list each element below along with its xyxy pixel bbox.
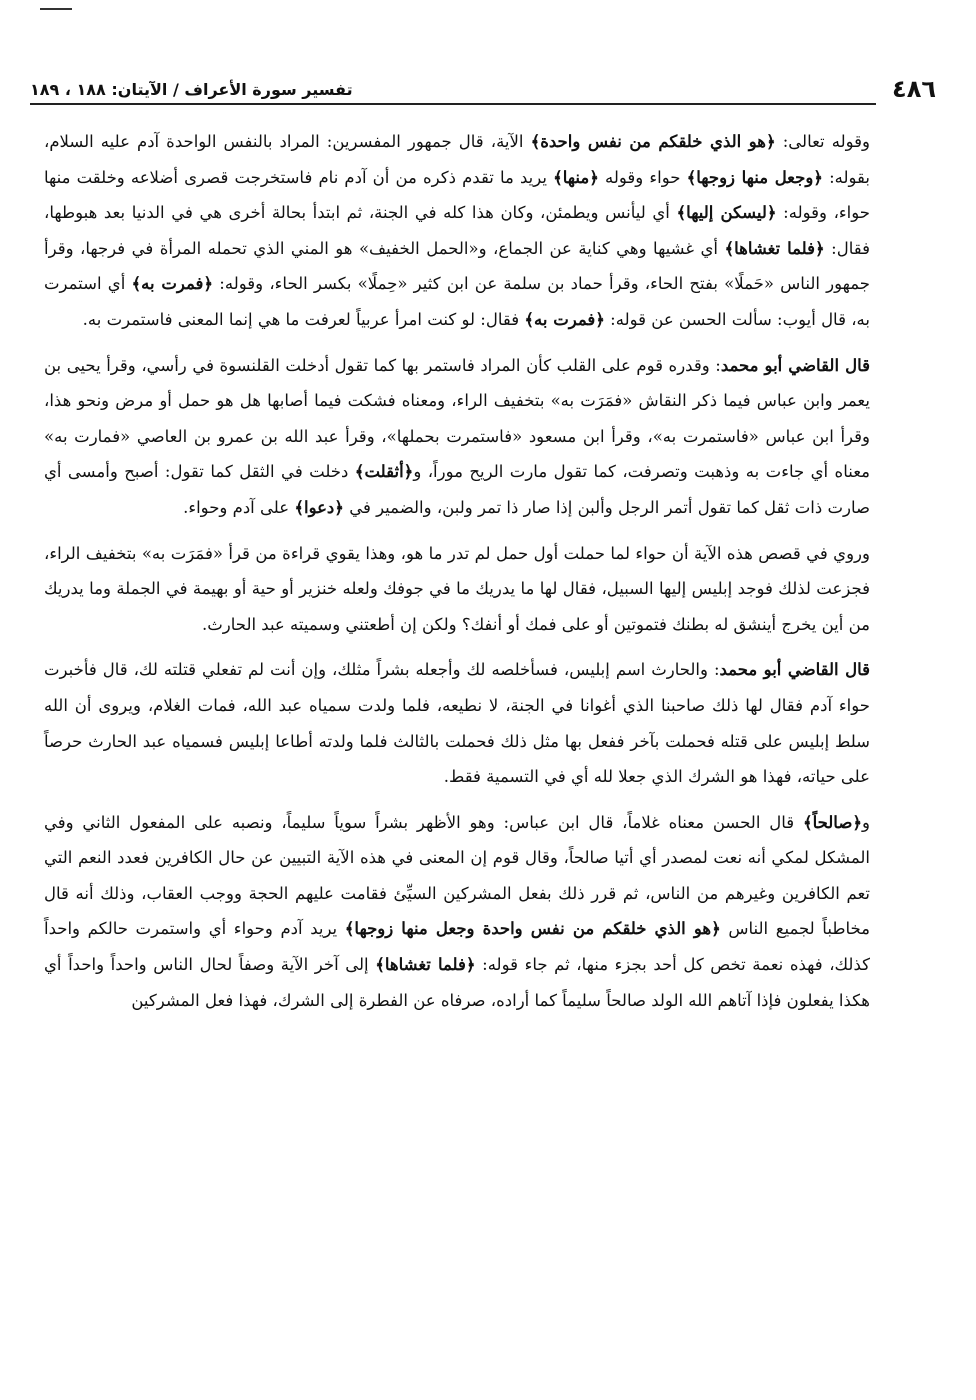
text-run: : وقدره قوم على القلب كأن المراد فاستمر بها كما تقول أدخلت القلنسوة في رأسي، وقرأ يحيى بن يعمر وابن عباس فيما ذكر النقاش «فمَرَت به» بتخفيف الراء، ومعناه فشكت فيما أصابها هل هو حمل أو مرض ونحو هذا، وقرأ ابن عباس «فاستمرت به»، وقرأ ابن مسعود «فاستمرت بحملها»، وقرأ عبد الله بن عمرو بن العاصي «فمارت به» معناه أي جاءت به وذهبت وتصرفت، كما تقول مارت الريح موراً، و <box>44 355 871 482</box>
text-run: و <box>862 812 870 832</box>
body-text <box>44 124 870 1340</box>
quran-quote: ﴿هو الذي خلقكم من نفس واحدة﴾ <box>530 132 776 151</box>
speaker-label: قال القاضي أبو محمد <box>720 355 870 375</box>
text-run: الآية، قال جمهور المفسرين: المراد بالنفس الواحدة آدم عليه السلام، بقوله: <box>44 132 870 187</box>
quran-quote: ﴿وجعل منها زوجها﴾ <box>686 167 823 187</box>
quran-quote: ﴿فمرت به﴾ <box>131 274 214 294</box>
speaker-label: قال القاضي أبو محمد <box>719 660 870 680</box>
quran-quote: ﴿هو الذي خلقكم من نفس واحدة وجعل منها زوجها﴾ <box>344 919 721 939</box>
paragraph <box>44 536 870 643</box>
page-number: ٤٨٦ <box>892 75 936 103</box>
scan-mark <box>40 8 72 10</box>
text-run: على آدم وحواء. <box>183 497 295 517</box>
paragraph <box>44 805 870 1019</box>
text-run: يريد ما تقدم ذكره من أن آدم نام فاستخرجت قصرى أضلاعه وخلقت منها حواء، وقوله: <box>44 167 870 223</box>
quran-quote: ﴿دعوا﴾ <box>294 497 344 517</box>
header-rule <box>30 103 876 105</box>
text-run: قال الحسن معناه غلاماً، قال ابن عباس: وهو الأظهر بشراً سوياً سليماً، ونصبه على المفعول الثاني وفي المشكل لمكي أنه نعت لمصدر أي أتيا صالحاً، وقال قوم إن المعنى في هذه الآية التبيين عن حال الكافرين فعدد النعم التي تعم الكافرين وغيرهم من الناس، ثم قرر ذلك بفعل المشركين السيِّئ فقامت عليهم الحجة ووجب العقاب، وذلك أنه قال مخاطباً لجميع الناس <box>44 812 870 939</box>
text-run: أي غشيها وهي كناية عن الجماع، و«الحمل الخفيف» هو المني الذي تحمله المرأة في فرجها، وقرأ جمهور الناس «حَملًا» بفتح الحاء، وقرأ حماد بن سلمة عن ابن كثير «حِملًا» بكسر الحاء، وقوله: <box>44 238 870 294</box>
paragraph <box>44 124 870 338</box>
text-run: أي ليأنس ويطمئن، وكان هذا كله في الجنة، ثم ابتدأ بحالة أخرى هي في الدنيا بعد هبوطها، فقال: <box>44 203 870 258</box>
quran-quote: ﴿فلما تغشاها﴾ <box>724 238 825 258</box>
text-run: حواء وقوله <box>598 167 687 187</box>
page-header <box>30 74 936 104</box>
text-run: إلى آخر الآية وصفاً لحال الناس واحداً واحداً أي هكذا يفعلون فإذا آتاهم الله الولد صالحاً سليماً كما أراده، صرفاه عن الفطرة إلى الشرك، فهذا فعل المشركين <box>44 955 870 1010</box>
quran-quote: ﴿فلما تغشاها﴾ <box>375 955 476 975</box>
quran-quote: ﴿منها﴾ <box>553 167 599 187</box>
quran-quote: ﴿فمرت به﴾ <box>524 309 605 329</box>
text-run: وروي في قصص هذه الآية أن حواء لما حملت أول حمل لم تدر ما هو، وهذا يقوي قراءة من قرأ «فمَرَت به» بتخفيف الراء، فجزعت لذلك فوجد إبليس إليها السبيل، فقال لها ما يدريك ما في جوفك ولعله خنزير أو حية أو بهيمة في الجملة وما يدريك من أين يخرج أينشق له بطنك فتموتين أو على فمك أو أنفك؟ ولكن إن أطعتني وسميته عبد الحارث. <box>44 543 870 634</box>
quran-quote: ﴿أثقلت﴾ <box>354 462 414 482</box>
quran-quote: ﴿ليسكن إليها﴾ <box>676 203 777 223</box>
text-run: أي استمرت به، قال أيوب: سألت الحسن عن قوله: <box>44 274 870 329</box>
running-head: تفسير سورة الأعراف / الآيتان: ١٨٨ ، ١٨٩ <box>30 79 353 99</box>
quran-quote: ﴿صالحاً﴾ <box>802 812 863 832</box>
paragraph <box>44 652 870 794</box>
text-run: : والحارث اسم إبليس، فسأخلصه لك وأجعله بشراً مثلك، وإن أنت لم تفعلي قتلته لك، قال فأخبرت حواء آدم فقال لها ذلك صاحبنا الذي أغوانا في الجنة، لا نطيعه، فلما ولدت سمياه عبد الله، فمات الغلام، ويروى أن الله سلط إبليس على قتله فحملت بآخر ففعل بها مثل ذلك فحملت بالثالث فلما ولدته أطاعا إبليس فسمياه عبد الحارث حرصاً على حياته، فهذا هو الشرك الذي جعلا لله أي في التسمية فقط. <box>44 660 870 787</box>
text-run: يريد آدم وحواء أي واستمرت حالكم واحداً كذلك، فهذه نعمة تخص كل أحد بجزء منها، ثم جاء قوله: <box>44 919 870 975</box>
text-run: فقال: لو كنت امرأ عربياً لعرفت ما هي إنما المعنى فاستمرت به. <box>82 309 525 329</box>
text-run: وقوله تعالى: <box>775 132 870 151</box>
paragraph <box>44 348 870 526</box>
text-run: دخلت في الثقل كما تقول: أصبح وأمسى أي صارت ذات ثقل كما تقول أتمر الرجل وألبن إذا صار ذا تمر ولبن، والضمير في <box>44 462 870 517</box>
